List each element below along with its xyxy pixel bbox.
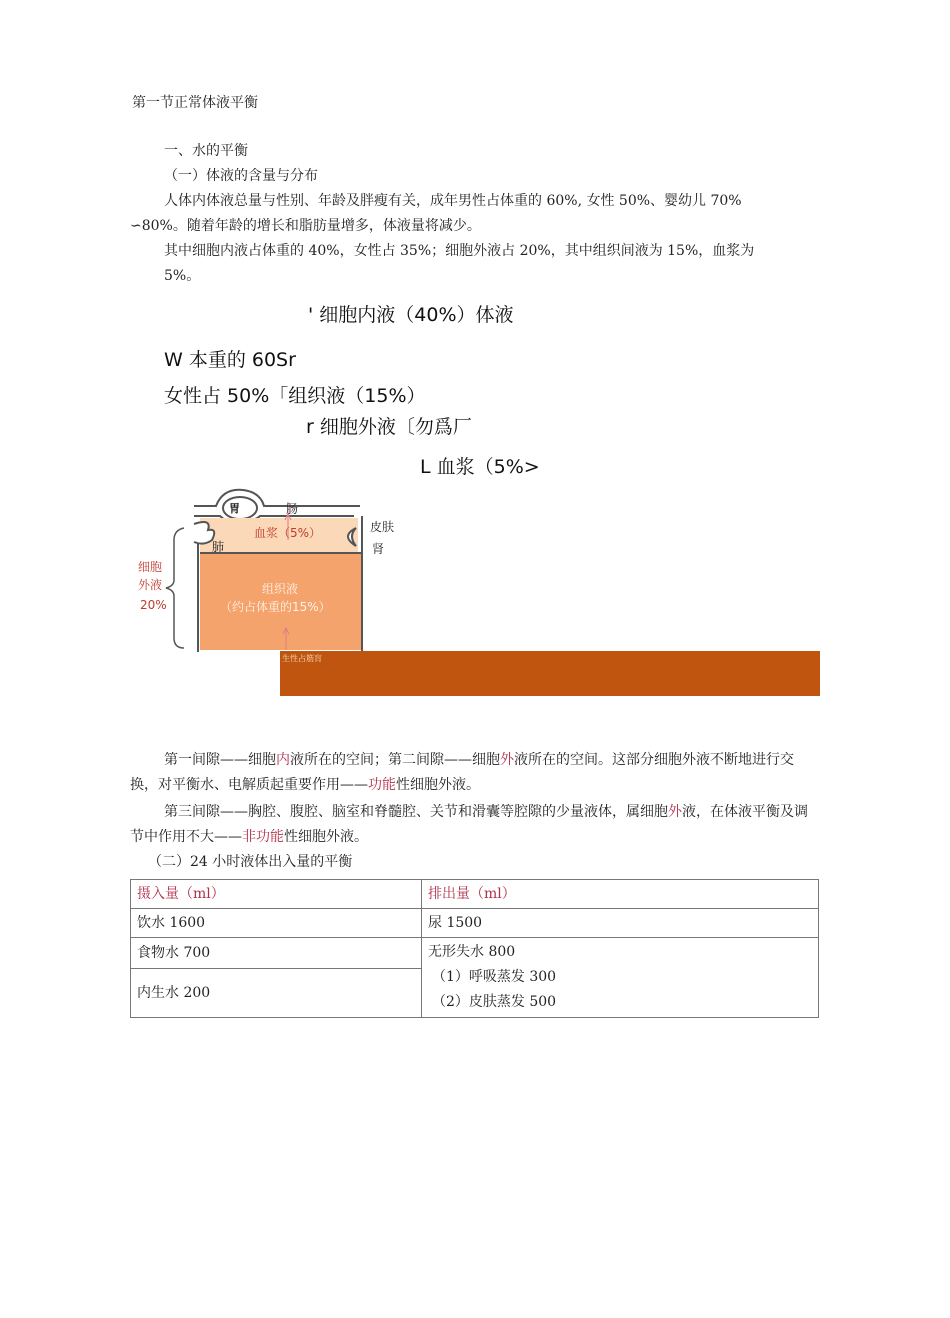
stomach-label: 胃 <box>229 502 240 515</box>
body-fluid-diagram <box>128 480 395 655</box>
kidney-label: 肾 <box>372 542 385 556</box>
isf-label-2: （约占体重的15%） <box>220 600 331 614</box>
cell-endogenous-water: 内生水 200 <box>131 969 422 1018</box>
isf-label-1: 组织液 <box>262 582 299 596</box>
p4-highlight-nonfunctional: 非功能 <box>242 829 284 845</box>
paragraph-interstitial-spaces <box>130 748 820 798</box>
p3-part-e: 液所在的空间。这部分细胞外液 <box>514 752 710 768</box>
ecf-percent-label: 20% <box>140 598 167 612</box>
fluid-balance-table <box>130 879 819 1018</box>
orange-banner <box>280 651 820 696</box>
p4-highlight-outer: 外 <box>668 804 682 820</box>
cell-insensible-loss <box>422 938 819 1018</box>
heading-water-balance: 一、水的平衡 <box>164 143 248 159</box>
ecf-label-1: 细胞 <box>138 560 163 574</box>
cell-drinking-water: 饮水 1600 <box>131 909 422 938</box>
p4-part-d: 在体液平衡及调节中作用不大—— <box>130 804 808 845</box>
paragraph-1-line-2: ∽80%。随着年龄的增长和脂肪量增多，体液量将减少。 <box>130 218 481 234</box>
skin-label: 皮肤 <box>370 520 395 534</box>
intestine-label: 肠 <box>286 502 299 516</box>
table-header-row <box>131 880 819 909</box>
p4-part-a: 第三间隙——胸腔、腹腔、脑室和脊髓腔、关节和滑囊等腔隙的少量液体，属细胞 <box>164 804 668 820</box>
p4-part-c: 液， <box>682 804 710 820</box>
heading-24h-balance: （二）24 小时液体出入量的平衡 <box>148 854 353 870</box>
cell-urine: 尿 1500 <box>422 909 819 938</box>
ecf-label-2: 外液 <box>138 578 163 592</box>
insensible-loss-skin: （2）皮肤蒸发 500 <box>432 994 557 1010</box>
p3-part-a: 第一间隙——细胞 <box>164 752 276 768</box>
insensible-loss-respiration: （1）呼吸蒸发 300 <box>432 969 557 985</box>
p3-highlight-outer: 外 <box>500 752 514 768</box>
p3-part-c: 液所在的空间；第二间隙——细胞 <box>290 752 500 768</box>
table-row <box>131 938 819 969</box>
ocr-line-1: ' 细胞内液（40%）体液 <box>308 304 514 326</box>
p3-part-h: 性细胞外液。 <box>396 777 480 793</box>
p3-highlight-functional: 功能 <box>368 777 396 793</box>
ocr-line-5: L 血浆（5%> <box>420 456 540 478</box>
section-title: 第一节正常体液平衡 <box>132 95 258 111</box>
paragraph-third-space <box>130 800 820 850</box>
plasma-label: 血浆（5%） <box>254 526 322 540</box>
paragraph-2-line-2: 5%。 <box>164 268 201 284</box>
heading-fluid-content: （一）体液的含量与分布 <box>164 168 318 184</box>
header-output: 排出量（ml） <box>422 880 819 909</box>
table-row <box>131 909 819 938</box>
lung-label: 肺 <box>212 540 225 554</box>
ocr-line-2: W 本重的 60Sr <box>164 349 296 371</box>
paragraph-2-line-1: 其中细胞内液占体重的 40%，女性占 35%；细胞外液占 20%，其中组织间液为 15%，血浆为 <box>164 243 755 259</box>
paragraph-1-line-1: 人体内体液总量与性别、年龄及胖瘦有关，成年男性占体重的 60%, 女性 50%、婴幼儿 70% <box>164 193 742 209</box>
ocr-line-4: r 细胞外液〔勿爲厂 <box>306 416 472 438</box>
cell-food-water: 食物水 700 <box>131 938 422 969</box>
banner-caption: 生性占筋肓 <box>282 654 322 663</box>
ocr-line-3: 女性占 50%「组织液（15%） <box>164 385 426 407</box>
p3-highlight-inner: 内 <box>276 752 290 768</box>
insensible-loss-total: 无形失水 800 <box>428 944 516 960</box>
p3-part-f: 不断地进行交换，对平衡水、电解质起重要作用—— <box>130 752 794 793</box>
body-fluid-diagram-graphic <box>128 480 388 655</box>
header-intake: 摄入量（ml） <box>131 880 422 909</box>
p4-part-f: 性细胞外液。 <box>284 829 368 845</box>
